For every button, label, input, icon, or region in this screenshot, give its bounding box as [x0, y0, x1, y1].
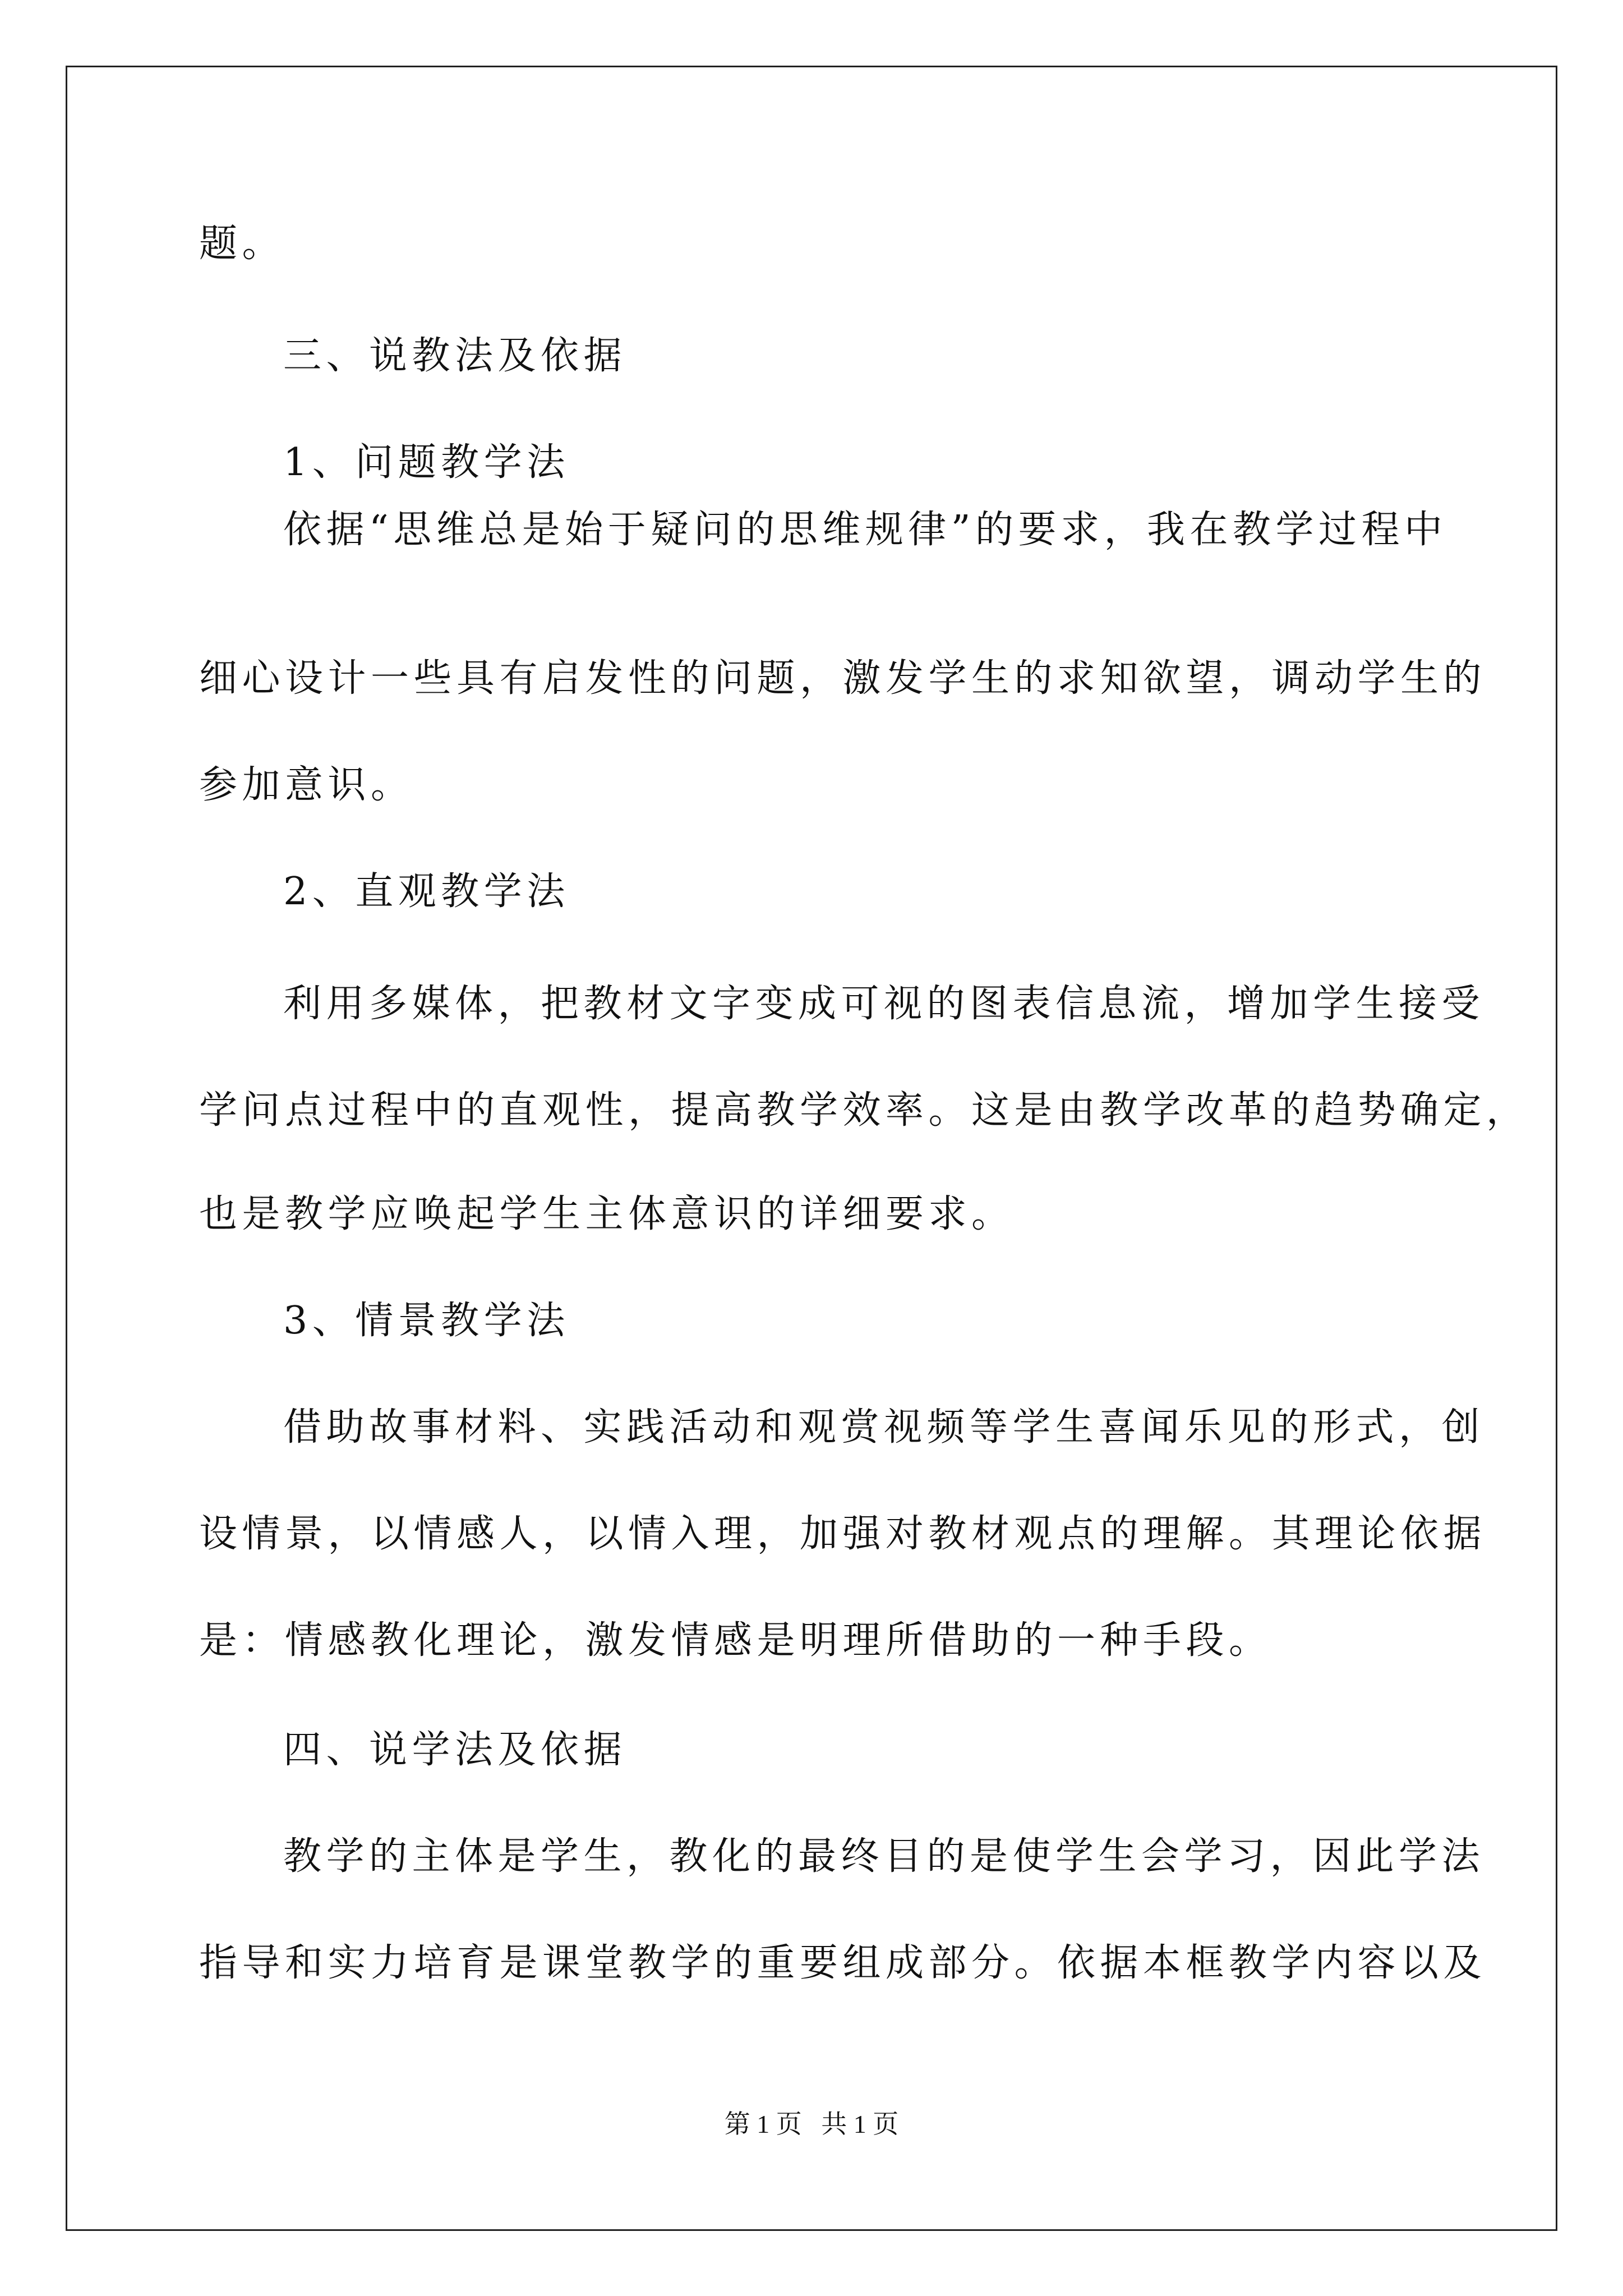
paragraph-line: 设情景，以情感人，以情入理，加强对教材观点的理解。其理论依据 — [199, 1512, 1487, 1556]
paragraph-line: 指导和实力培育是课堂教学的重要组成部分。依据本框教学内容以及 — [199, 1941, 1487, 1985]
paragraph-line: 利用多媒体，把教材文字变成可视的图表信息流，增加学生接受 — [283, 982, 1485, 1026]
page-number: 第 1 页 共 1 页 — [724, 2110, 899, 2138]
paragraph-line: 依据“思维总是始于疑问的思维规律”的要求，我在教学过程中 — [283, 508, 1447, 552]
paragraph-line: 是：情感教化理论，激发情感是明理所借助的一种手段。 — [199, 1618, 1272, 1663]
subsection-heading: 1、问题教学法 — [283, 440, 570, 485]
paragraph-line: 细心设计一些具有启发性的问题，激发学生的求知欲望，调动学生的 — [199, 656, 1487, 701]
page-border — [66, 66, 1557, 2231]
paragraph-line: 学问点过程中的直观性，提高教学效率。这是由教学改革的趋势确定， — [199, 1088, 1529, 1133]
subsection-heading: 2、直观教学法 — [283, 869, 570, 914]
paragraph-line: 借助故事材料、实践活动和观赏视频等学生喜闻乐见的形式，创 — [283, 1405, 1485, 1450]
paragraph-line: 也是教学应唤起学生主体意识的详细要求。 — [199, 1192, 1015, 1236]
section-heading: 四、说学法及依据 — [283, 1728, 627, 1772]
paragraph-line: 题。 — [199, 222, 285, 266]
subsection-heading: 3、情景教学法 — [283, 1299, 570, 1343]
section-heading: 三、说教法及依据 — [283, 334, 627, 378]
paragraph-line: 参加意识。 — [199, 763, 414, 807]
paragraph-line: 教学的主体是学生，教化的最终目的是使学生会学习，因此学法 — [283, 1834, 1485, 1879]
